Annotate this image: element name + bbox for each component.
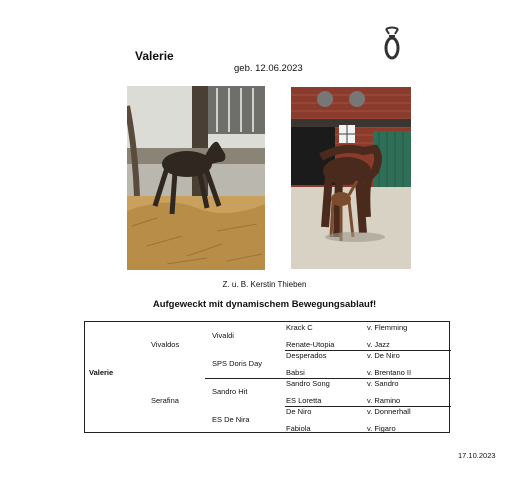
pedigree-dam-dam: ES De Nira bbox=[212, 415, 250, 424]
pedigree-sire-dam: SPS Doris Day bbox=[212, 359, 263, 368]
gen3-by: v. De Niro bbox=[367, 351, 400, 360]
gen3-by: v. Brentano II bbox=[367, 368, 412, 377]
pedigree-subject: Valerie bbox=[89, 368, 114, 377]
gen3-by: v. Ramino bbox=[367, 396, 401, 405]
foal-stable-photo bbox=[127, 86, 265, 270]
gen3-name: ES Loretta bbox=[286, 396, 322, 405]
breeder-credit: Z. u. B. Kerstin Thieben bbox=[222, 280, 307, 289]
pedigree-dam: Serafina bbox=[151, 396, 179, 405]
pedigree-sire: Vivaldos bbox=[151, 340, 180, 349]
horse-name: Valerie bbox=[135, 49, 174, 63]
gen3-name: Renate-Utopia bbox=[286, 340, 335, 349]
gen3-by: v. Sandro bbox=[367, 379, 399, 388]
pedigree-dam-sire: Sandro Hit bbox=[212, 387, 248, 396]
pedigree-sire-sire: Vivaldi bbox=[212, 331, 234, 340]
motto-heading: Aufgeweckt mit dynamischem Bewegungsablauf! bbox=[152, 299, 377, 310]
mare-and-foal-photo bbox=[291, 87, 411, 269]
gen3-by: v. Donnerhall bbox=[367, 407, 411, 416]
gen3-name: De Niro bbox=[286, 407, 312, 416]
footer-date: 17.10.2023 bbox=[458, 451, 496, 460]
gen3-name: Desperados bbox=[286, 351, 327, 360]
gen3-name: Krack C bbox=[286, 323, 313, 332]
gen3-name: Fabiola bbox=[286, 424, 311, 433]
gen3-name: Sandro Song bbox=[286, 379, 330, 388]
gen3-by: v. Figaro bbox=[367, 424, 396, 433]
pedigree-table bbox=[84, 321, 450, 433]
birth-date: geb. 12.06.2023 bbox=[234, 63, 303, 74]
gen3-by: v. Jazz bbox=[367, 340, 390, 349]
gen3-by: v. Flemming bbox=[367, 323, 408, 332]
trakehner-brand-icon bbox=[383, 26, 401, 62]
gen3-name: Babsi bbox=[286, 368, 305, 377]
